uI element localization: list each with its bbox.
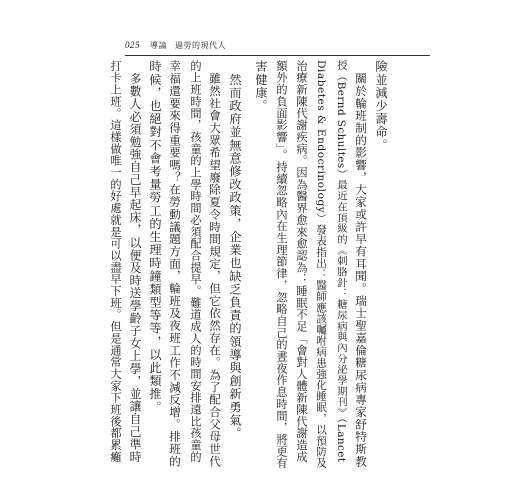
text-column: 害健康。 <box>254 60 268 113</box>
vertical-text-body <box>28 60 388 470</box>
text-column: 雖然社會大眾希望廢除夏令時間規定，但它依然存在。為了配合父母世代 <box>208 60 222 468</box>
text-column: 授（Bernd Schultes）最近在頂級的《刺胳針：糖尿病與內分泌學期刊》（Lancet <box>335 60 347 463</box>
page-number: 025 <box>125 40 140 50</box>
text-column: 險並減少壽命。 <box>374 60 388 152</box>
text-column: 幸福還要來得重要嗎？在勞動議題方面，輪班及夜班工作不減反增。排班的 <box>168 60 182 468</box>
text-column: 額外的負面影響」。持續忽略內在生理節律，忽略自己的晝夜作息時間，將更有 <box>275 60 288 470</box>
text-column: 時候，也絕對不會考量勞工的生理時鐘類型等等，以此類推。 <box>148 60 162 414</box>
text-column: Diabetes & Endocrinology）發表指出：醫師應該囑咐病患強化睡眠，以預防及 <box>315 60 327 469</box>
text-column: 多數人必須勉強自己早起床，以便及時送學齡子女上學，並讓自己準時 <box>128 60 142 464</box>
header-divider <box>125 55 430 56</box>
text-column: 的上班時間，孩童的上學時間必須配合提早。難道成人的時間安排遠比孩童的 <box>189 60 202 463</box>
text-column: 然而政府並無意修改政策，企業也缺乏負責的領導與創新勇氣。 <box>228 60 242 440</box>
section-label: 導論 <box>150 40 167 50</box>
chapter-title: 過勞的現代人 <box>175 40 226 50</box>
running-header <box>125 38 226 52</box>
text-column: 治療新陳代謝疾病。因為醫界愈來愈認為：睡眠不足「會對人體新陳代謝造成 <box>295 60 308 463</box>
text-column: 打卡上班。這樣做唯一的好處就是可以盡早下班。但是通常大家下班後都累癱 <box>109 60 122 463</box>
text-column: 關於輪班制的影響，大家或許早有耳聞。瑞士聖嘉倫糖尿病專家舒特斯教 <box>354 60 368 468</box>
